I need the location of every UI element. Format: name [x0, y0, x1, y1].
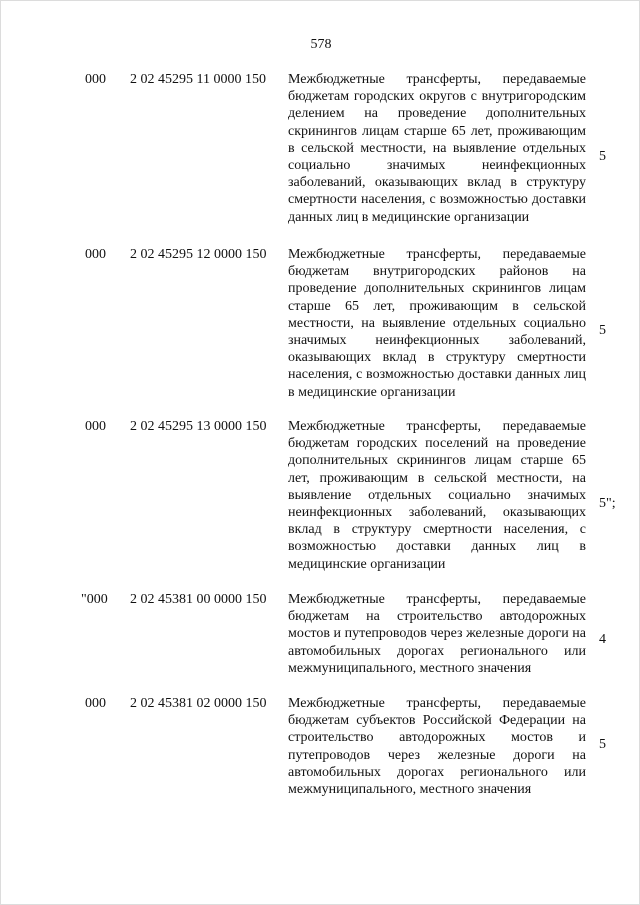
row-number: 5 [599, 149, 606, 164]
row-number: 5"; [599, 496, 616, 511]
admin-code: "000 [81, 592, 108, 607]
budget-code: 2 02 45381 02 0000 150 [130, 696, 267, 711]
row-number: 4 [599, 632, 606, 647]
admin-code: 000 [85, 72, 106, 87]
admin-code: 000 [85, 247, 106, 262]
row-description: Межбюджетные трансферты, передаваемые бюджетам городских округов с внутригородским делением на проведение дополнительных скринингов лицам старше 65 лет, проживающим в сельской местности, на выявление отдельных социально значимых неинфекционных заболеваний, оказывающих вклад в структуру смертности населения, с возможностью доставки данных лиц в медицинские организации [288, 72, 586, 225]
row-description: Межбюджетные трансферты, передаваемые бюджетам на строительство автодорожных мостов и путепроводов через железные дороги на автомобильных дорогах регионального или межмуниципального, местного значения [288, 592, 586, 676]
row-description: Межбюджетные трансферты, передаваемые бюджетам внутригородских районов на проведение дополнительных скринингов лицам старше 65 лет, проживающим в сельской местности, на выявление отдельных социально значимых неинфекционных заболеваний, оказывающих вклад в структуру смертности населения, с возможностью доставки данных лиц в медицинские организации [288, 247, 586, 400]
budget-code: 2 02 45295 11 0000 150 [130, 72, 266, 87]
budget-code: 2 02 45295 12 0000 150 [130, 247, 267, 262]
budget-code: 2 02 45381 00 0000 150 [130, 592, 267, 607]
admin-code: 000 [85, 696, 106, 711]
admin-code: 000 [85, 419, 106, 434]
row-number: 5 [599, 323, 606, 338]
page-number: 578 [310, 37, 332, 52]
row-description: Межбюджетные трансферты, передаваемые бюджетам субъектов Российской Федерации на строительство автодорожных мостов и путепроводов через железные дороги на автомобильных дорогах регионального или межмуниципального, местного значения [288, 696, 586, 798]
budget-code: 2 02 45295 13 0000 150 [130, 419, 267, 434]
row-description: Межбюджетные трансферты, передаваемые бюджетам городских поселений на проведение дополнительных скринингов лицам старше 65 лет, проживающим в сельской местности, на выявление отдельных социально значимых неинфекционных заболеваний, оказывающих вклад в структуру смертности населения, с возможностью доставки данных лиц в медицинские организации [288, 419, 586, 572]
row-number: 5 [599, 737, 606, 752]
